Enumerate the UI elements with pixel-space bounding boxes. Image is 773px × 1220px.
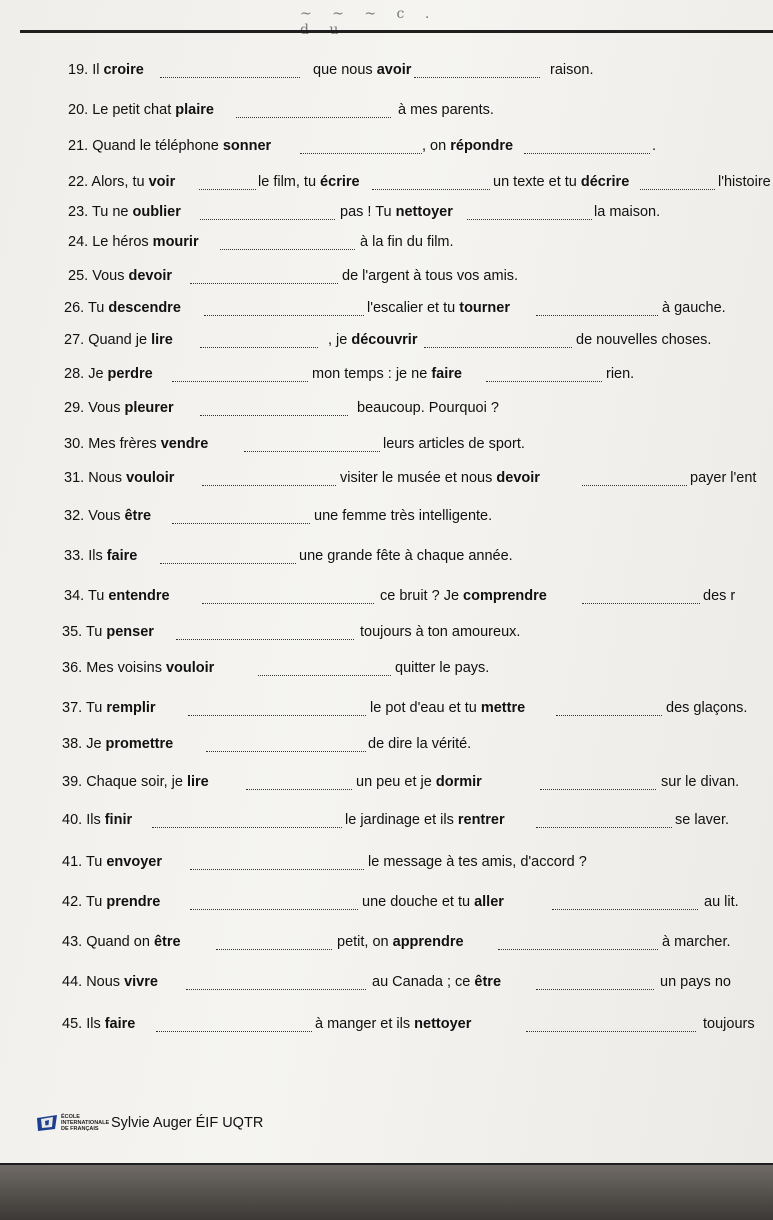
answer-blank[interactable] xyxy=(199,189,256,190)
exercise-prompt: 38. Je promettre xyxy=(62,736,174,752)
exercise-text: à manger et ils nettoyer xyxy=(315,1016,472,1032)
exercise-text: la maison. xyxy=(594,204,661,220)
exercise-text: mon temps : je ne faire xyxy=(312,366,462,382)
answer-blank[interactable] xyxy=(190,909,358,910)
answer-blank[interactable] xyxy=(160,77,300,78)
exercise-prompt: 29. Vous pleurer xyxy=(64,400,174,416)
exercise-text: que nous avoir xyxy=(313,62,412,78)
exercise-text: le film, tu écrire xyxy=(258,174,360,190)
exercise-text: des glaçons. xyxy=(666,700,748,716)
exercise-26 xyxy=(0,298,773,318)
exercise-text: une grande fête à chaque année. xyxy=(299,548,513,564)
exercise-prompt: 34. Tu entendre xyxy=(64,588,170,604)
exercise-text: rien. xyxy=(606,366,635,382)
exercise-32 xyxy=(0,506,773,526)
exercise-text: se laver. xyxy=(675,812,730,828)
exercise-28 xyxy=(0,364,773,384)
exercise-25 xyxy=(0,266,773,286)
exercise-36 xyxy=(0,658,773,678)
answer-blank[interactable] xyxy=(216,949,332,950)
answer-blank[interactable] xyxy=(536,827,672,828)
answer-blank[interactable] xyxy=(176,639,354,640)
exercise-text: de dire la vérité. xyxy=(368,736,472,752)
answer-blank[interactable] xyxy=(486,381,602,382)
exercise-text: au Canada ; ce être xyxy=(372,974,502,990)
exercise-text: beaucoup. Pourquoi ? xyxy=(357,400,499,416)
exercise-text: des r xyxy=(703,588,736,604)
exercise-text: à la fin du film. xyxy=(360,234,454,250)
exercise-text: une femme très intelligente. xyxy=(314,508,493,524)
exercise-text: une douche et tu aller xyxy=(362,894,504,910)
exercise-prompt: 33. Ils faire xyxy=(64,548,138,564)
exercise-33 xyxy=(0,546,773,566)
table-background xyxy=(0,1165,773,1220)
exercise-text: raison. xyxy=(550,62,594,78)
answer-blank[interactable] xyxy=(152,827,342,828)
answer-blank[interactable] xyxy=(172,523,310,524)
exercise-prompt: 25. Vous devoir xyxy=(68,268,172,284)
exercise-prompt: 20. Le petit chat plaire xyxy=(68,102,214,118)
exercise-text: pas ! Tu nettoyer xyxy=(340,204,453,220)
exercise-text: le jardinage et ils rentrer xyxy=(345,812,505,828)
exercise-text: quitter le pays. xyxy=(395,660,490,676)
answer-blank[interactable] xyxy=(190,869,364,870)
exercise-prompt: 24. Le héros mourir xyxy=(68,234,199,250)
answer-blank[interactable] xyxy=(524,153,650,154)
exercise-text: le pot d'eau et tu mettre xyxy=(370,700,526,716)
answer-blank[interactable] xyxy=(372,189,490,190)
exercise-prompt: 21. Quand le téléphone sonner xyxy=(68,138,272,154)
exercise-text: un pays no xyxy=(660,974,731,990)
exercise-24 xyxy=(0,232,773,252)
exercise-42 xyxy=(0,892,773,912)
answer-blank[interactable] xyxy=(552,909,698,910)
exercise-text: au lit. xyxy=(704,894,739,910)
exercise-text: toujours xyxy=(703,1016,755,1032)
answer-blank[interactable] xyxy=(190,283,338,284)
exercise-text: à mes parents. xyxy=(398,102,494,118)
exercise-text: sur le divan. xyxy=(661,774,740,790)
answer-blank[interactable] xyxy=(246,789,352,790)
exercise-text: de nouvelles choses. xyxy=(576,332,712,348)
footer xyxy=(36,1114,263,1132)
answer-blank[interactable] xyxy=(220,249,355,250)
exercise-text: à marcher. xyxy=(662,934,731,950)
answer-blank[interactable] xyxy=(424,347,572,348)
exercise-text: visiter le musée et nous devoir xyxy=(340,470,540,486)
exercise-text: un peu et je dormir xyxy=(356,774,482,790)
answer-blank[interactable] xyxy=(536,315,658,316)
exercise-prompt: 32. Vous être xyxy=(64,508,152,524)
exercise-prompt: 28. Je perdre xyxy=(64,366,153,382)
exercise-prompt: 40. Ils finir xyxy=(62,812,133,828)
exercise-text: l'escalier et tu tourner xyxy=(367,300,510,316)
exercise-20 xyxy=(0,100,773,120)
exercise-text: leurs articles de sport. xyxy=(383,436,525,452)
answer-blank[interactable] xyxy=(160,563,296,564)
exercise-21 xyxy=(0,136,773,156)
exercise-text: toujours à ton amoureux. xyxy=(360,624,521,640)
exercise-45 xyxy=(0,1014,773,1034)
top-rule xyxy=(20,30,773,33)
exercise-prompt: 19. Il croire xyxy=(68,62,144,78)
exercise-prompt: 39. Chaque soir, je lire xyxy=(62,774,209,790)
exercise-23 xyxy=(0,202,773,222)
exercise-text: ce bruit ? Je comprendre xyxy=(380,588,547,604)
answer-blank[interactable] xyxy=(467,219,592,220)
answer-blank[interactable] xyxy=(186,989,366,990)
exercise-38 xyxy=(0,734,773,754)
answer-blank[interactable] xyxy=(258,675,391,676)
answer-blank[interactable] xyxy=(156,1031,312,1032)
answer-blank[interactable] xyxy=(414,77,540,78)
answer-blank[interactable] xyxy=(582,603,700,604)
exercise-text: payer l'ent xyxy=(690,470,757,486)
exercise-prompt: 22. Alors, tu voir xyxy=(68,174,176,190)
answer-blank[interactable] xyxy=(526,1031,696,1032)
exercise-44 xyxy=(0,972,773,992)
answer-blank[interactable] xyxy=(172,381,308,382)
author-credit: Sylvie Auger ÉIF UQTR xyxy=(111,1115,264,1131)
exercise-43 xyxy=(0,932,773,952)
exercise-prompt: 45. Ils faire xyxy=(62,1016,136,1032)
exercise-text: l'histoire xyxy=(718,174,771,190)
exercise-text: petit, on apprendre xyxy=(337,934,464,950)
flag-icon xyxy=(36,1114,58,1132)
exercise-35 xyxy=(0,622,773,642)
exercise-text: de l'argent à tous vos amis. xyxy=(342,268,519,284)
exercise-prompt: 44. Nous vivre xyxy=(62,974,158,990)
answer-blank[interactable] xyxy=(536,989,654,990)
answer-blank[interactable] xyxy=(200,219,335,220)
exercise-prompt: 36. Mes voisins vouloir xyxy=(62,660,215,676)
answer-blank[interactable] xyxy=(202,603,374,604)
exercise-text: à gauche. xyxy=(662,300,726,316)
handwritten-scribble: ~ ~ ~ c . xyxy=(300,6,438,22)
exercise-29 xyxy=(0,398,773,418)
exercise-30 xyxy=(0,434,773,454)
exercise-31 xyxy=(0,468,773,488)
answer-blank[interactable] xyxy=(244,451,380,452)
answer-blank[interactable] xyxy=(202,485,336,486)
exercise-27 xyxy=(0,330,773,350)
answer-blank[interactable] xyxy=(498,949,658,950)
exercise-37 xyxy=(0,698,773,718)
exercise-prompt: 41. Tu envoyer xyxy=(62,854,162,870)
exercise-prompt: 35. Tu penser xyxy=(62,624,154,640)
exercise-prompt: 43. Quand on être xyxy=(62,934,181,950)
exercise-text: . xyxy=(652,138,657,154)
answer-blank[interactable] xyxy=(582,485,687,486)
exercise-text: , on répondre xyxy=(422,138,514,154)
answer-blank[interactable] xyxy=(200,415,348,416)
answer-blank[interactable] xyxy=(206,751,366,752)
answer-blank[interactable] xyxy=(188,715,366,716)
exercise-41 xyxy=(0,852,773,872)
answer-blank[interactable] xyxy=(540,789,656,790)
exercise-text: , je découvrir xyxy=(328,332,418,348)
answer-blank[interactable] xyxy=(640,189,715,190)
exercise-prompt: 30. Mes frères vendre xyxy=(64,436,209,452)
answer-blank[interactable] xyxy=(300,153,422,154)
answer-blank[interactable] xyxy=(556,715,662,716)
exercise-prompt: 27. Quand je lire xyxy=(64,332,173,348)
exercise-34 xyxy=(0,586,773,606)
exercise-19 xyxy=(0,60,773,80)
exercise-40 xyxy=(0,810,773,830)
exercise-prompt: 37. Tu remplir xyxy=(62,700,156,716)
exercise-text: le message à tes amis, d'accord ? xyxy=(368,854,587,870)
exercise-prompt: 31. Nous vouloir xyxy=(64,470,175,486)
answer-blank[interactable] xyxy=(204,315,364,316)
exercise-prompt: 42. Tu prendre xyxy=(62,894,161,910)
answer-blank[interactable] xyxy=(200,347,318,348)
exercise-prompt: 23. Tu ne oublier xyxy=(68,204,181,220)
exercise-39 xyxy=(0,772,773,792)
school-logo xyxy=(36,1114,109,1132)
exercise-text: un texte et tu décrire xyxy=(493,174,630,190)
logo-lettering: ÉCOLE INTERNATIONALE DE FRANÇAIS xyxy=(61,1114,110,1132)
exercise-22 xyxy=(0,172,773,192)
answer-blank[interactable] xyxy=(236,117,391,118)
exercise-prompt: 26. Tu descendre xyxy=(64,300,181,316)
